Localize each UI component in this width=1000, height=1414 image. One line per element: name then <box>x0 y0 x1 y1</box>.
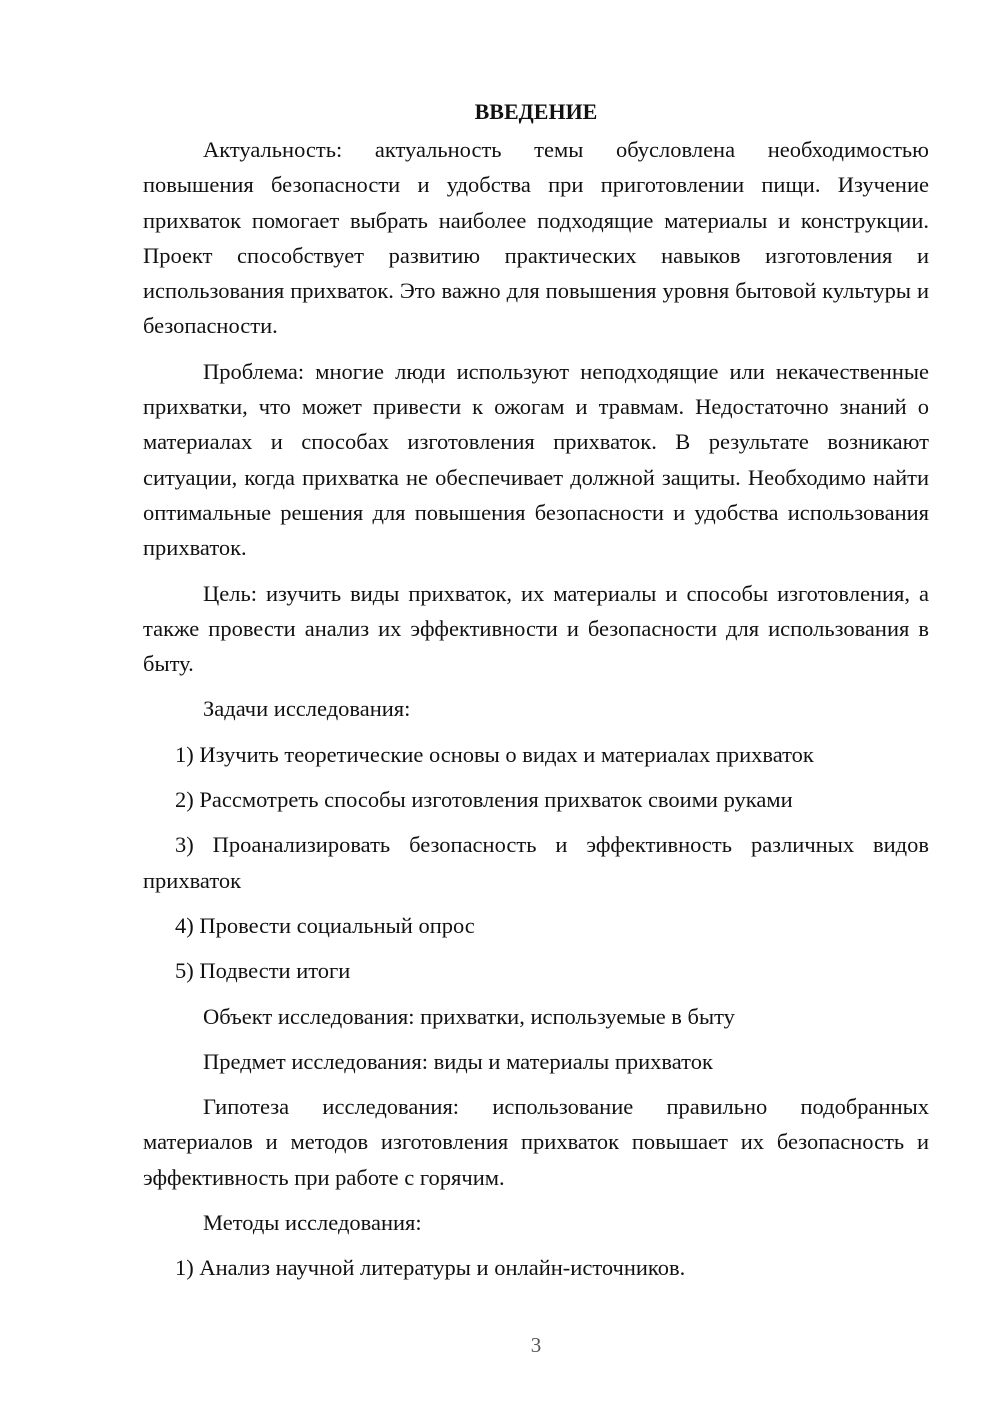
task-item: 1) Изучить теоретические основы о видах и материалах прихваток <box>175 741 814 767</box>
methods-heading: Методы исследования: <box>203 1210 422 1236</box>
tasks-heading: Задачи исследования: <box>203 696 411 722</box>
method-item: 1) Анализ научной литературы и онлайн-источников. <box>175 1255 686 1281</box>
problem-paragraph: Проблема: многие люди используют неподходящие или некачественные прихватки, что может привести к ожогам и травмам. Недостаточно знаний о материалах и способах изготовления прихваток. В результате возникают ситуации, когда прихватка не обеспечивает должной защиты. Необходимо найти оптимальные решения для повышения безопасности и удобства использования прихваток. <box>143 358 929 561</box>
task-item: 2) Рассмотреть способы изготовления прихваток своими руками <box>175 787 793 813</box>
section-title: ВВЕДЕНИЕ <box>474 99 598 124</box>
page-content <box>143 94 929 1286</box>
page-number: 3 <box>530 1333 542 1357</box>
task-item: 5) Подвести итоги <box>175 958 351 984</box>
subject-paragraph: Предмет исследования: виды и материалы прихваток <box>203 1048 713 1074</box>
hypothesis-paragraph: Гипотеза исследования: использование правильно подобранных материалов и методов изготовления прихваток повышает их безопасность и эффективность при работе с горячим. <box>143 1094 929 1190</box>
relevance-paragraph: Актуальность: актуальность темы обусловлена необходимостью повышения безопасности и удобства при приготовлении пищи. Изучение прихваток помогает выбрать наиболее подходящие материалы и конструкции. Проект способствует развитию практических навыков изготовления и использования прихваток. Это важно для повышения уровня бытовой культуры и безопасности. <box>143 137 929 339</box>
task-item: 4) Провести социальный опрос <box>175 912 475 938</box>
goal-paragraph: Цель: изучить виды прихваток, их материалы и способы изготовления, а также провести анализ их эффективности и безопасности для использования в быту. <box>143 580 929 677</box>
object-paragraph: Объект исследования: прихватки, используемые в быту <box>203 1003 735 1029</box>
task-item: 3) Проанализировать безопасность и эффективность различных видов прихваток <box>143 832 929 893</box>
